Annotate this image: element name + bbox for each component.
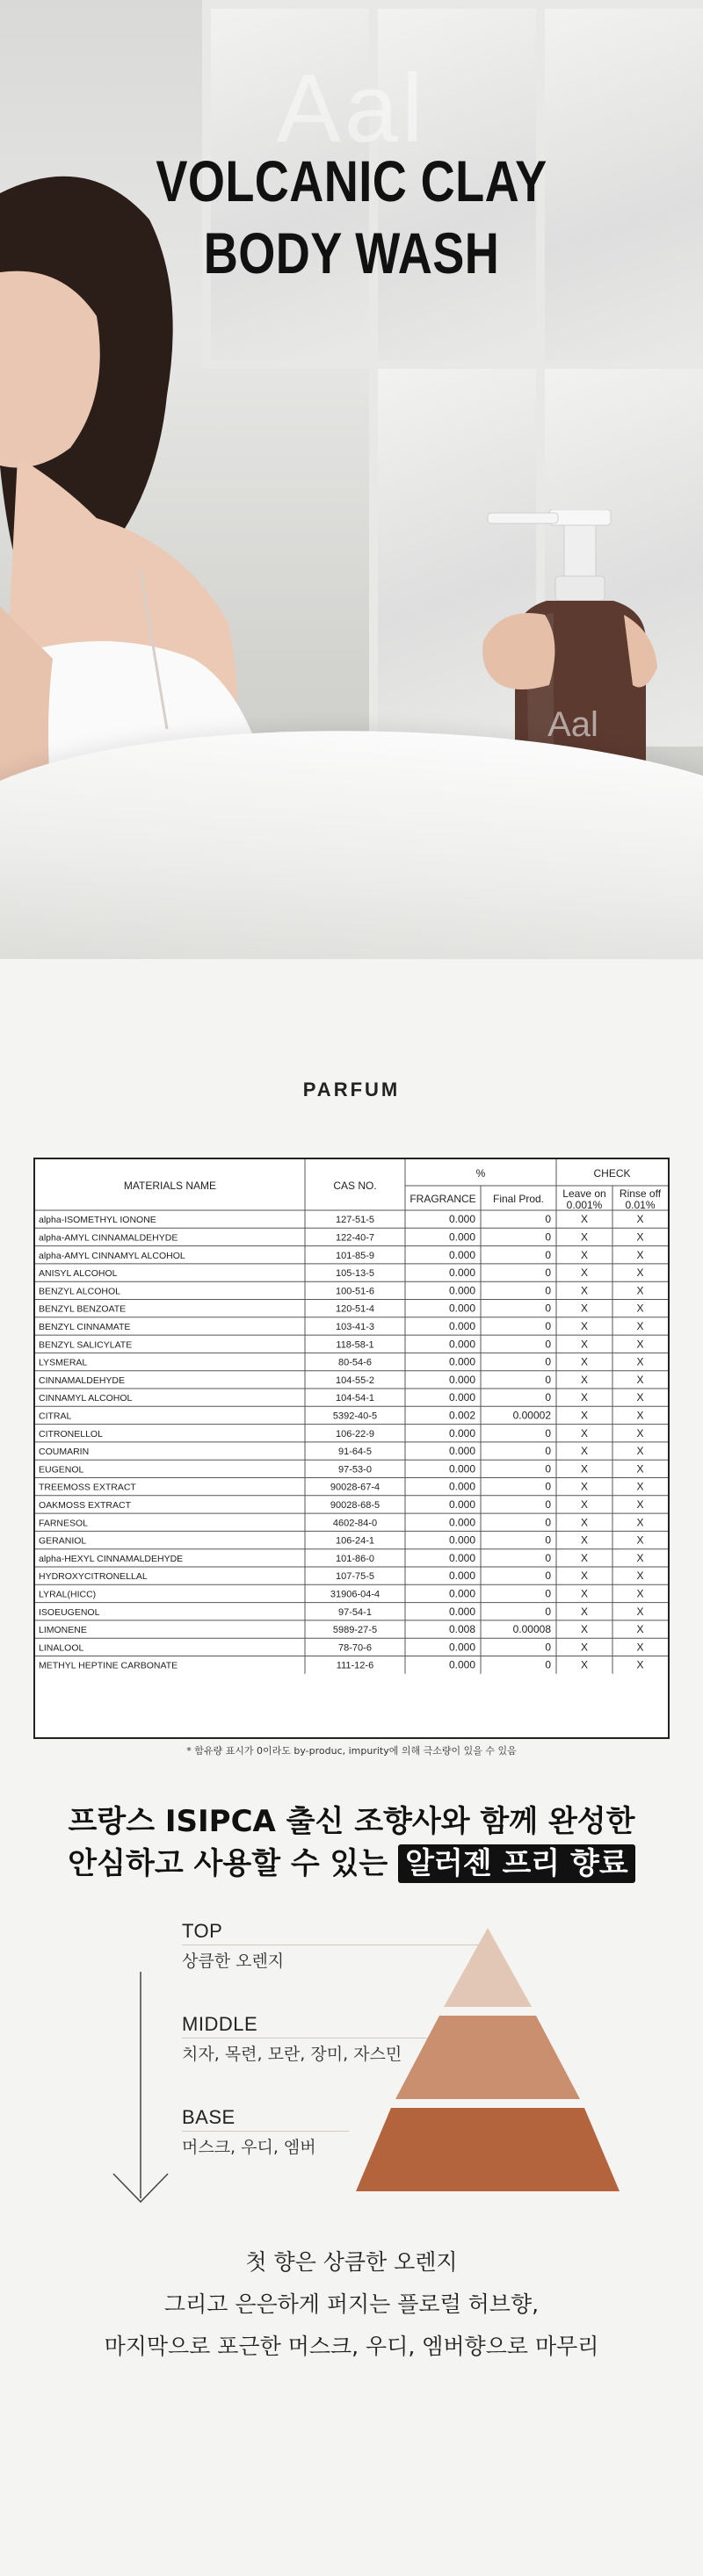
- cell-final-prod: 0: [545, 1445, 551, 1458]
- cell-fragrance: 0.008: [448, 1623, 475, 1636]
- cell-leave-on-x: X: [580, 1426, 589, 1440]
- closing-line-3: 마지막으로 포근한 머스크, 우디, 엠버향으로 마무리: [104, 2334, 599, 2359]
- allergen-table: [33, 1158, 670, 1739]
- cell-final-prod: 0: [545, 1480, 551, 1493]
- cell-final-prod: 0: [545, 1533, 551, 1547]
- cell-material-name: METHYL HEPTINE CARBONATE: [39, 1660, 178, 1671]
- cell-leave-on-x: X: [580, 1480, 589, 1493]
- cell-final-prod: 0: [545, 1391, 551, 1404]
- cell-fragrance: 0.000: [448, 1533, 475, 1547]
- header-check: CHECK: [593, 1167, 631, 1180]
- cell-fragrance: 0.000: [448, 1462, 475, 1476]
- header-final-prod: Final Prod.: [492, 1193, 545, 1205]
- cell-fragrance: 0.000: [448, 1320, 475, 1333]
- parfum-heading: PARFUM: [302, 1079, 401, 1100]
- cell-rinse-off-x: X: [636, 1302, 644, 1315]
- cell-rinse-off-x: X: [636, 1230, 644, 1244]
- cell-rinse-off-x: X: [636, 1426, 644, 1440]
- cell-leave-on-x: X: [580, 1320, 589, 1333]
- cell-final-prod: 0: [545, 1213, 551, 1226]
- cell-rinse-off-x: X: [636, 1391, 644, 1404]
- cell-cas-no: 5392-40-5: [332, 1411, 378, 1422]
- cell-cas-no: 5989-27-5: [332, 1625, 378, 1636]
- cell-cas-no: 122-40-7: [335, 1232, 375, 1244]
- cell-fragrance: 0.000: [448, 1248, 475, 1261]
- cell-cas-no: 80-54-6: [338, 1357, 372, 1368]
- cell-fragrance: 0.000: [448, 1445, 475, 1458]
- cell-fragrance: 0.000: [448, 1355, 475, 1368]
- cell-material-name: GERANIOL: [39, 1535, 87, 1547]
- cell-final-prod: 0: [545, 1266, 551, 1280]
- product-title: [63, 145, 640, 289]
- cell-rinse-off-x: X: [636, 1462, 644, 1476]
- cell-leave-on-x: X: [580, 1623, 589, 1636]
- cell-leave-on-x: X: [580, 1391, 589, 1404]
- cell-rinse-off-x: X: [636, 1605, 644, 1618]
- cell-cas-no: 31906-04-4: [330, 1589, 380, 1600]
- cell-cas-no: 90028-68-5: [330, 1500, 380, 1512]
- cell-rinse-off-x: X: [636, 1569, 644, 1583]
- cell-final-prod: 0: [545, 1284, 551, 1297]
- cell-leave-on-x: X: [580, 1284, 589, 1297]
- cell-cas-no: 103-41-3: [335, 1322, 375, 1333]
- cell-final-prod: 0: [545, 1373, 551, 1386]
- cell-material-name: LIMONENE: [39, 1625, 87, 1636]
- cell-rinse-off-x: X: [636, 1480, 644, 1493]
- cell-material-name: TREEMOSS EXTRACT: [39, 1482, 136, 1493]
- cell-cas-no: 127-51-5: [335, 1215, 375, 1226]
- cell-leave-on-x: X: [580, 1462, 589, 1476]
- note-middle-desc: 치자, 목련, 모란, 장미, 자스민: [182, 2045, 402, 2064]
- cell-rinse-off-x: X: [636, 1445, 644, 1458]
- header-fragrance: FRAGRANCE: [409, 1193, 476, 1205]
- cell-fragrance: 0.000: [448, 1373, 475, 1386]
- cell-cas-no: 101-86-0: [335, 1553, 375, 1564]
- table-footnote: * 함유량 표시가 0이라도 by-produc, impurity에 의해 극소량이 있을 수 있음: [186, 1745, 517, 1757]
- cell-rinse-off-x: X: [636, 1266, 644, 1280]
- cell-fragrance: 0.000: [448, 1338, 475, 1351]
- bottle-logo: Aal: [547, 705, 598, 744]
- cell-rinse-off-x: X: [636, 1338, 644, 1351]
- headline-line-2: [0, 1843, 703, 1885]
- title-line-1: VOLCANIC CLAY: [156, 148, 547, 213]
- cell-material-name: BENZYL ALCOHOL: [39, 1286, 120, 1297]
- cell-material-name: LINALOOL: [39, 1642, 84, 1654]
- cell-cas-no: 78-70-6: [338, 1642, 372, 1654]
- cell-cas-no: 97-54-1: [338, 1606, 372, 1618]
- cell-leave-on-x: X: [580, 1605, 589, 1618]
- cell-leave-on-x: X: [580, 1266, 589, 1280]
- hero-image: [0, 0, 703, 959]
- cell-cas-no: 4602-84-0: [332, 1518, 378, 1529]
- cell-fragrance: 0.000: [448, 1266, 475, 1280]
- cell-material-name: alpha-HEXYL CINNAMALDEHYDE: [39, 1553, 184, 1564]
- closing-line-1: 첫 향은 상큼한 오렌지: [245, 2249, 458, 2275]
- cell-material-name: alpha-ISOMETHYL IONONE: [39, 1215, 156, 1226]
- cell-material-name: BENZYL SALICYLATE: [39, 1339, 133, 1351]
- cell-leave-on-x: X: [580, 1533, 589, 1547]
- cell-final-prod: 0: [545, 1658, 551, 1671]
- cell-material-name: OAKMOSS EXTRACT: [39, 1500, 132, 1512]
- cell-rinse-off-x: X: [636, 1641, 644, 1654]
- closing-text: [0, 2241, 703, 2368]
- cell-leave-on-x: X: [580, 1248, 589, 1261]
- cell-rinse-off-x: X: [636, 1409, 644, 1422]
- cell-rinse-off-x: X: [636, 1373, 644, 1386]
- cell-fragrance: 0.000: [448, 1516, 475, 1529]
- header-percent: %: [475, 1167, 486, 1180]
- pyramid-base-tier: [356, 2108, 620, 2191]
- cell-final-prod: 0: [545, 1551, 551, 1564]
- brand-watermark: Aal: [276, 54, 427, 162]
- cell-final-prod: 0: [545, 1320, 551, 1333]
- cell-cas-no: 91-64-5: [338, 1447, 372, 1458]
- note-base-desc: 머스크, 우디, 엠버: [182, 2138, 316, 2157]
- headline-line-1: 프랑스 ISIPCA 출신 조향사와 함께 완성한: [68, 1804, 635, 1839]
- closing-line-2: 그리고 은은하게 퍼지는 플로럴 허브향,: [163, 2291, 540, 2317]
- allergen-table-grid: [35, 1159, 668, 1737]
- cell-final-prod: 0.00002: [512, 1409, 551, 1422]
- cell-cas-no: 97-53-0: [338, 1464, 372, 1476]
- cell-fragrance: 0.000: [448, 1641, 475, 1654]
- header-rinse-off: Rinse off: [619, 1187, 662, 1200]
- cell-leave-on-x: X: [580, 1516, 589, 1529]
- cell-material-name: BENZYL CINNAMATE: [39, 1322, 131, 1333]
- cell-final-prod: 0: [545, 1516, 551, 1529]
- header-rinse-off-limit: 0.01%: [625, 1199, 656, 1211]
- cell-leave-on-x: X: [580, 1658, 589, 1671]
- title-line-2: BODY WASH: [203, 220, 500, 285]
- cell-final-prod: 0: [545, 1248, 551, 1261]
- cell-leave-on-x: X: [580, 1302, 589, 1315]
- cell-fragrance: 0.000: [448, 1569, 475, 1583]
- cell-fragrance: 0.000: [448, 1480, 475, 1493]
- note-top-label: TOP: [182, 1920, 223, 1942]
- cell-cas-no: 120-51-4: [335, 1303, 375, 1315]
- cell-rinse-off-x: X: [636, 1516, 644, 1529]
- cell-final-prod: 0: [545, 1569, 551, 1583]
- header-cas-no: CAS NO.: [333, 1180, 377, 1192]
- cell-material-name: LYSMERAL: [39, 1357, 88, 1368]
- cell-leave-on-x: X: [580, 1338, 589, 1351]
- header-leave-on-limit: 0.001%: [566, 1199, 603, 1211]
- fragrance-headline: [0, 1800, 703, 1885]
- cell-final-prod: 0: [545, 1462, 551, 1476]
- note-top-desc: 상큼한 오렌지: [182, 1952, 285, 1971]
- cell-material-name: COUMARIN: [39, 1447, 90, 1458]
- cell-leave-on-x: X: [580, 1551, 589, 1564]
- cell-material-name: ISOEUGENOL: [39, 1606, 100, 1618]
- note-base-label: BASE: [182, 2106, 236, 2128]
- cell-fragrance: 0.000: [448, 1302, 475, 1315]
- cell-fragrance: 0.000: [448, 1658, 475, 1671]
- cell-material-name: ANISYL ALCOHOL: [39, 1268, 118, 1280]
- cell-fragrance: 0.000: [448, 1551, 475, 1564]
- cell-fragrance: 0.000: [448, 1230, 475, 1244]
- cell-material-name: alpha-AMYL CINNAMALDEHYDE: [39, 1232, 178, 1244]
- cell-fragrance: 0.000: [448, 1284, 475, 1297]
- cell-cas-no: 107-75-5: [335, 1571, 375, 1583]
- cell-final-prod: 0.00008: [512, 1623, 551, 1636]
- fragrance-pyramid: [347, 1928, 628, 2209]
- cell-cas-no: 111-12-6: [336, 1660, 374, 1671]
- cell-leave-on-x: X: [580, 1230, 589, 1244]
- cell-cas-no: 104-55-2: [335, 1375, 375, 1386]
- cell-fragrance: 0.000: [448, 1213, 475, 1226]
- cell-rinse-off-x: X: [636, 1320, 644, 1333]
- cell-material-name: EUGENOL: [39, 1464, 84, 1476]
- cell-cas-no: 118-58-1: [336, 1339, 374, 1351]
- cell-final-prod: 0: [545, 1641, 551, 1654]
- cell-leave-on-x: X: [580, 1641, 589, 1654]
- cell-cas-no: 105-13-5: [335, 1268, 375, 1280]
- cell-material-name: CINNAMALDEHYDE: [39, 1375, 126, 1386]
- cell-cas-no: 104-54-1: [335, 1393, 375, 1404]
- cell-fragrance: 0.000: [448, 1426, 475, 1440]
- cell-material-name: CINNAMYL ALCOHOL: [39, 1393, 133, 1404]
- cell-cas-no: 106-24-1: [335, 1535, 375, 1547]
- cell-material-name: alpha-AMYL CINNAMYL ALCOHOL: [39, 1250, 185, 1261]
- note-base-divider: [182, 2131, 349, 2132]
- cell-rinse-off-x: X: [636, 1284, 644, 1297]
- cell-fragrance: 0.000: [448, 1498, 475, 1512]
- cell-leave-on-x: X: [580, 1569, 589, 1583]
- cell-leave-on-x: X: [580, 1373, 589, 1386]
- cell-cas-no: 106-22-9: [335, 1428, 375, 1440]
- cell-fragrance: 0.000: [448, 1587, 475, 1600]
- cell-fragrance: 0.000: [448, 1391, 475, 1404]
- pyramid-top-tier: [444, 1928, 532, 2007]
- cell-material-name: CITRONELLOL: [39, 1428, 103, 1440]
- cell-final-prod: 0: [545, 1355, 551, 1368]
- cell-rinse-off-x: X: [636, 1248, 644, 1261]
- cell-fragrance: 0.000: [448, 1605, 475, 1618]
- cell-material-name: FARNESOL: [39, 1518, 89, 1529]
- cell-leave-on-x: X: [580, 1355, 589, 1368]
- cell-leave-on-x: X: [580, 1587, 589, 1600]
- cell-final-prod: 0: [545, 1426, 551, 1440]
- cell-rinse-off-x: X: [636, 1213, 644, 1226]
- cell-material-name: HYDROXYCITRONELLAL: [39, 1571, 148, 1583]
- cell-fragrance: 0.002: [448, 1409, 475, 1422]
- cell-final-prod: 0: [545, 1338, 551, 1351]
- pyramid-middle-tier: [395, 2016, 580, 2099]
- cell-rinse-off-x: X: [636, 1551, 644, 1564]
- cell-cas-no: 100-51-6: [335, 1286, 375, 1297]
- cell-material-name: BENZYL BENZOATE: [39, 1303, 127, 1315]
- cell-final-prod: 0: [545, 1302, 551, 1315]
- headline-line-2-text: 안심하고 사용할 수 있는: [68, 1846, 388, 1881]
- note-middle-label: MIDDLE: [182, 2013, 258, 2035]
- cell-rinse-off-x: X: [636, 1533, 644, 1547]
- down-arrow-icon: [110, 1972, 171, 2209]
- cell-final-prod: 0: [545, 1587, 551, 1600]
- cell-material-name: LYRAL(HICC): [39, 1589, 97, 1600]
- cell-final-prod: 0: [545, 1498, 551, 1512]
- cell-rinse-off-x: X: [636, 1587, 644, 1600]
- header-materials-name: MATERIALS NAME: [123, 1180, 217, 1192]
- cell-rinse-off-x: X: [636, 1658, 644, 1671]
- cell-rinse-off-x: X: [636, 1355, 644, 1368]
- cell-leave-on-x: X: [580, 1409, 589, 1422]
- cell-leave-on-x: X: [580, 1498, 589, 1512]
- cell-material-name: CITRAL: [39, 1411, 72, 1422]
- cell-cas-no: 90028-67-4: [330, 1482, 380, 1493]
- cell-leave-on-x: X: [580, 1213, 589, 1226]
- cell-rinse-off-x: X: [636, 1498, 644, 1512]
- cell-leave-on-x: X: [580, 1445, 589, 1458]
- cell-final-prod: 0: [545, 1230, 551, 1244]
- cell-rinse-off-x: X: [636, 1623, 644, 1636]
- cell-final-prod: 0: [545, 1605, 551, 1618]
- cell-cas-no: 101-85-9: [335, 1250, 375, 1261]
- allergen-free-highlight: 알러젠 프리 향료: [398, 1844, 635, 1883]
- header-leave-on: Leave on: [562, 1187, 606, 1200]
